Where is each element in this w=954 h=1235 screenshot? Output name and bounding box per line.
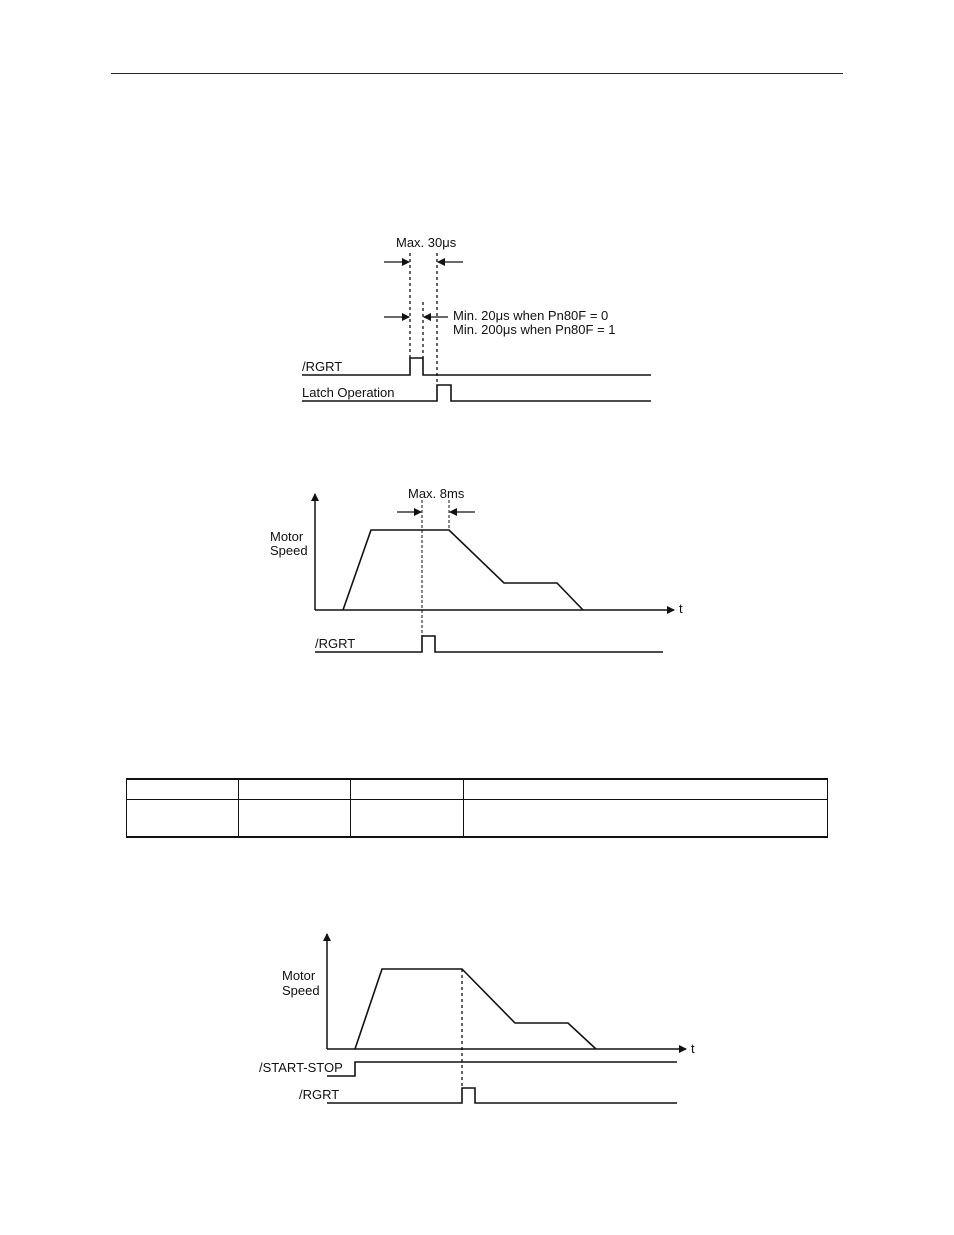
table-header-cell (127, 779, 239, 800)
speed-profile-line (343, 530, 583, 610)
rgrt-waveform (327, 1088, 677, 1103)
start-stop-waveform (327, 1062, 677, 1076)
rgrt-signal-label: /RGRT (302, 359, 343, 374)
rgrt-waveform (302, 358, 651, 375)
start-stop-diagram (259, 934, 695, 1103)
table-header-cell (464, 779, 828, 800)
table-cell (127, 800, 239, 838)
max-8ms-label: Max. 8ms (408, 486, 465, 501)
table-header-cell (239, 779, 351, 800)
table-header-cell (351, 779, 464, 800)
rgrt-waveform (315, 636, 663, 652)
table-cell (239, 800, 351, 838)
parameter-table (126, 778, 828, 838)
rgrt-signal-label: /RGRT (299, 1087, 340, 1102)
min-20us-label: Min. 20μs when Pn80F = 0 (453, 308, 609, 323)
speed-profile-line (355, 969, 596, 1049)
rgrt-speed-diagram (270, 486, 683, 652)
min-200us-label: Min. 200μs when Pn80F = 1 (453, 322, 616, 337)
start-stop-signal-label: /START-STOP (259, 1060, 343, 1075)
max-30us-label: Max. 30μs (396, 235, 457, 250)
latch-operation-label: Latch Operation (302, 385, 395, 400)
latch-timing-diagram (302, 235, 651, 401)
table-cell (464, 800, 828, 838)
y-axis-label-motor: Motor (270, 529, 304, 544)
x-axis-label: t (679, 601, 683, 616)
y-axis-label-speed: Speed (270, 543, 308, 558)
table-header-row (127, 779, 828, 800)
table-cell (351, 800, 464, 838)
y-axis-label-speed: Speed (282, 983, 320, 998)
x-axis-label: t (691, 1041, 695, 1056)
table-row (127, 800, 828, 838)
rgrt-signal-label: /RGRT (315, 636, 356, 651)
y-axis-label-motor: Motor (282, 968, 316, 983)
